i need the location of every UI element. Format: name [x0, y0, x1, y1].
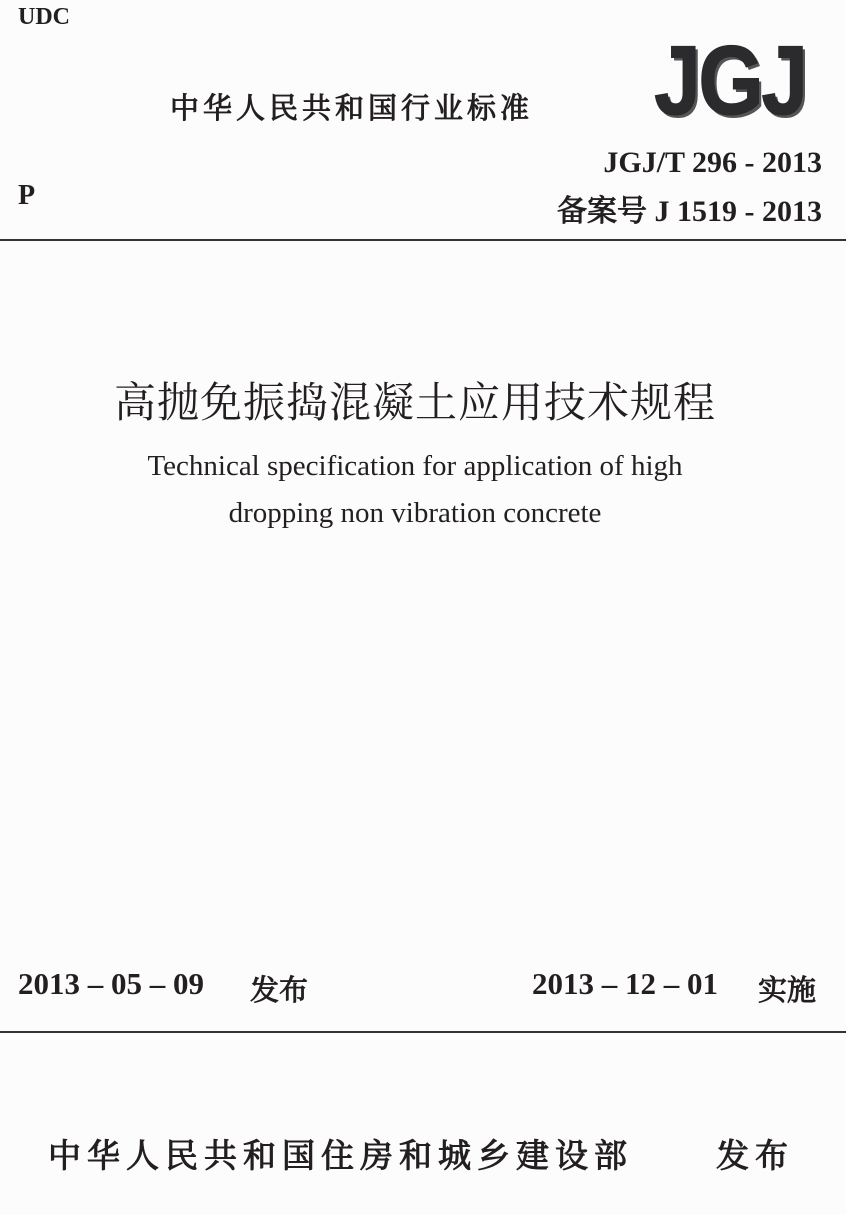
standard-type: 中华人民共和国行业标准 — [170, 91, 534, 125]
udc-label: UDC — [18, 4, 70, 30]
category-label: P — [18, 180, 36, 211]
logo-text: JGJ — [654, 25, 806, 135]
record-number: 备案号 J 1519 - 2013 — [557, 195, 822, 228]
bottom-divider — [0, 1031, 846, 1033]
jgj-logo — [654, 25, 826, 135]
chinese-title: 高抛免振捣混凝土应用技术规程 — [113, 381, 716, 427]
implement-label: 实施 — [758, 973, 817, 1007]
english-title-line2: dropping non vibration concrete — [228, 497, 602, 529]
implement-date: 2013 – 12 – 01 — [532, 966, 718, 1001]
publish-label: 发布 — [716, 1136, 794, 1175]
standard-number: JGJ/T 296 - 2013 — [603, 146, 822, 179]
top-divider — [0, 239, 846, 241]
publisher: 中华人民共和国住房和城乡建设部 — [48, 1136, 633, 1175]
english-title-line1: Technical specification for application of high — [147, 450, 683, 482]
issue-date: 2013 – 05 – 09 — [18, 966, 204, 1001]
issue-label: 发布 — [250, 973, 309, 1007]
